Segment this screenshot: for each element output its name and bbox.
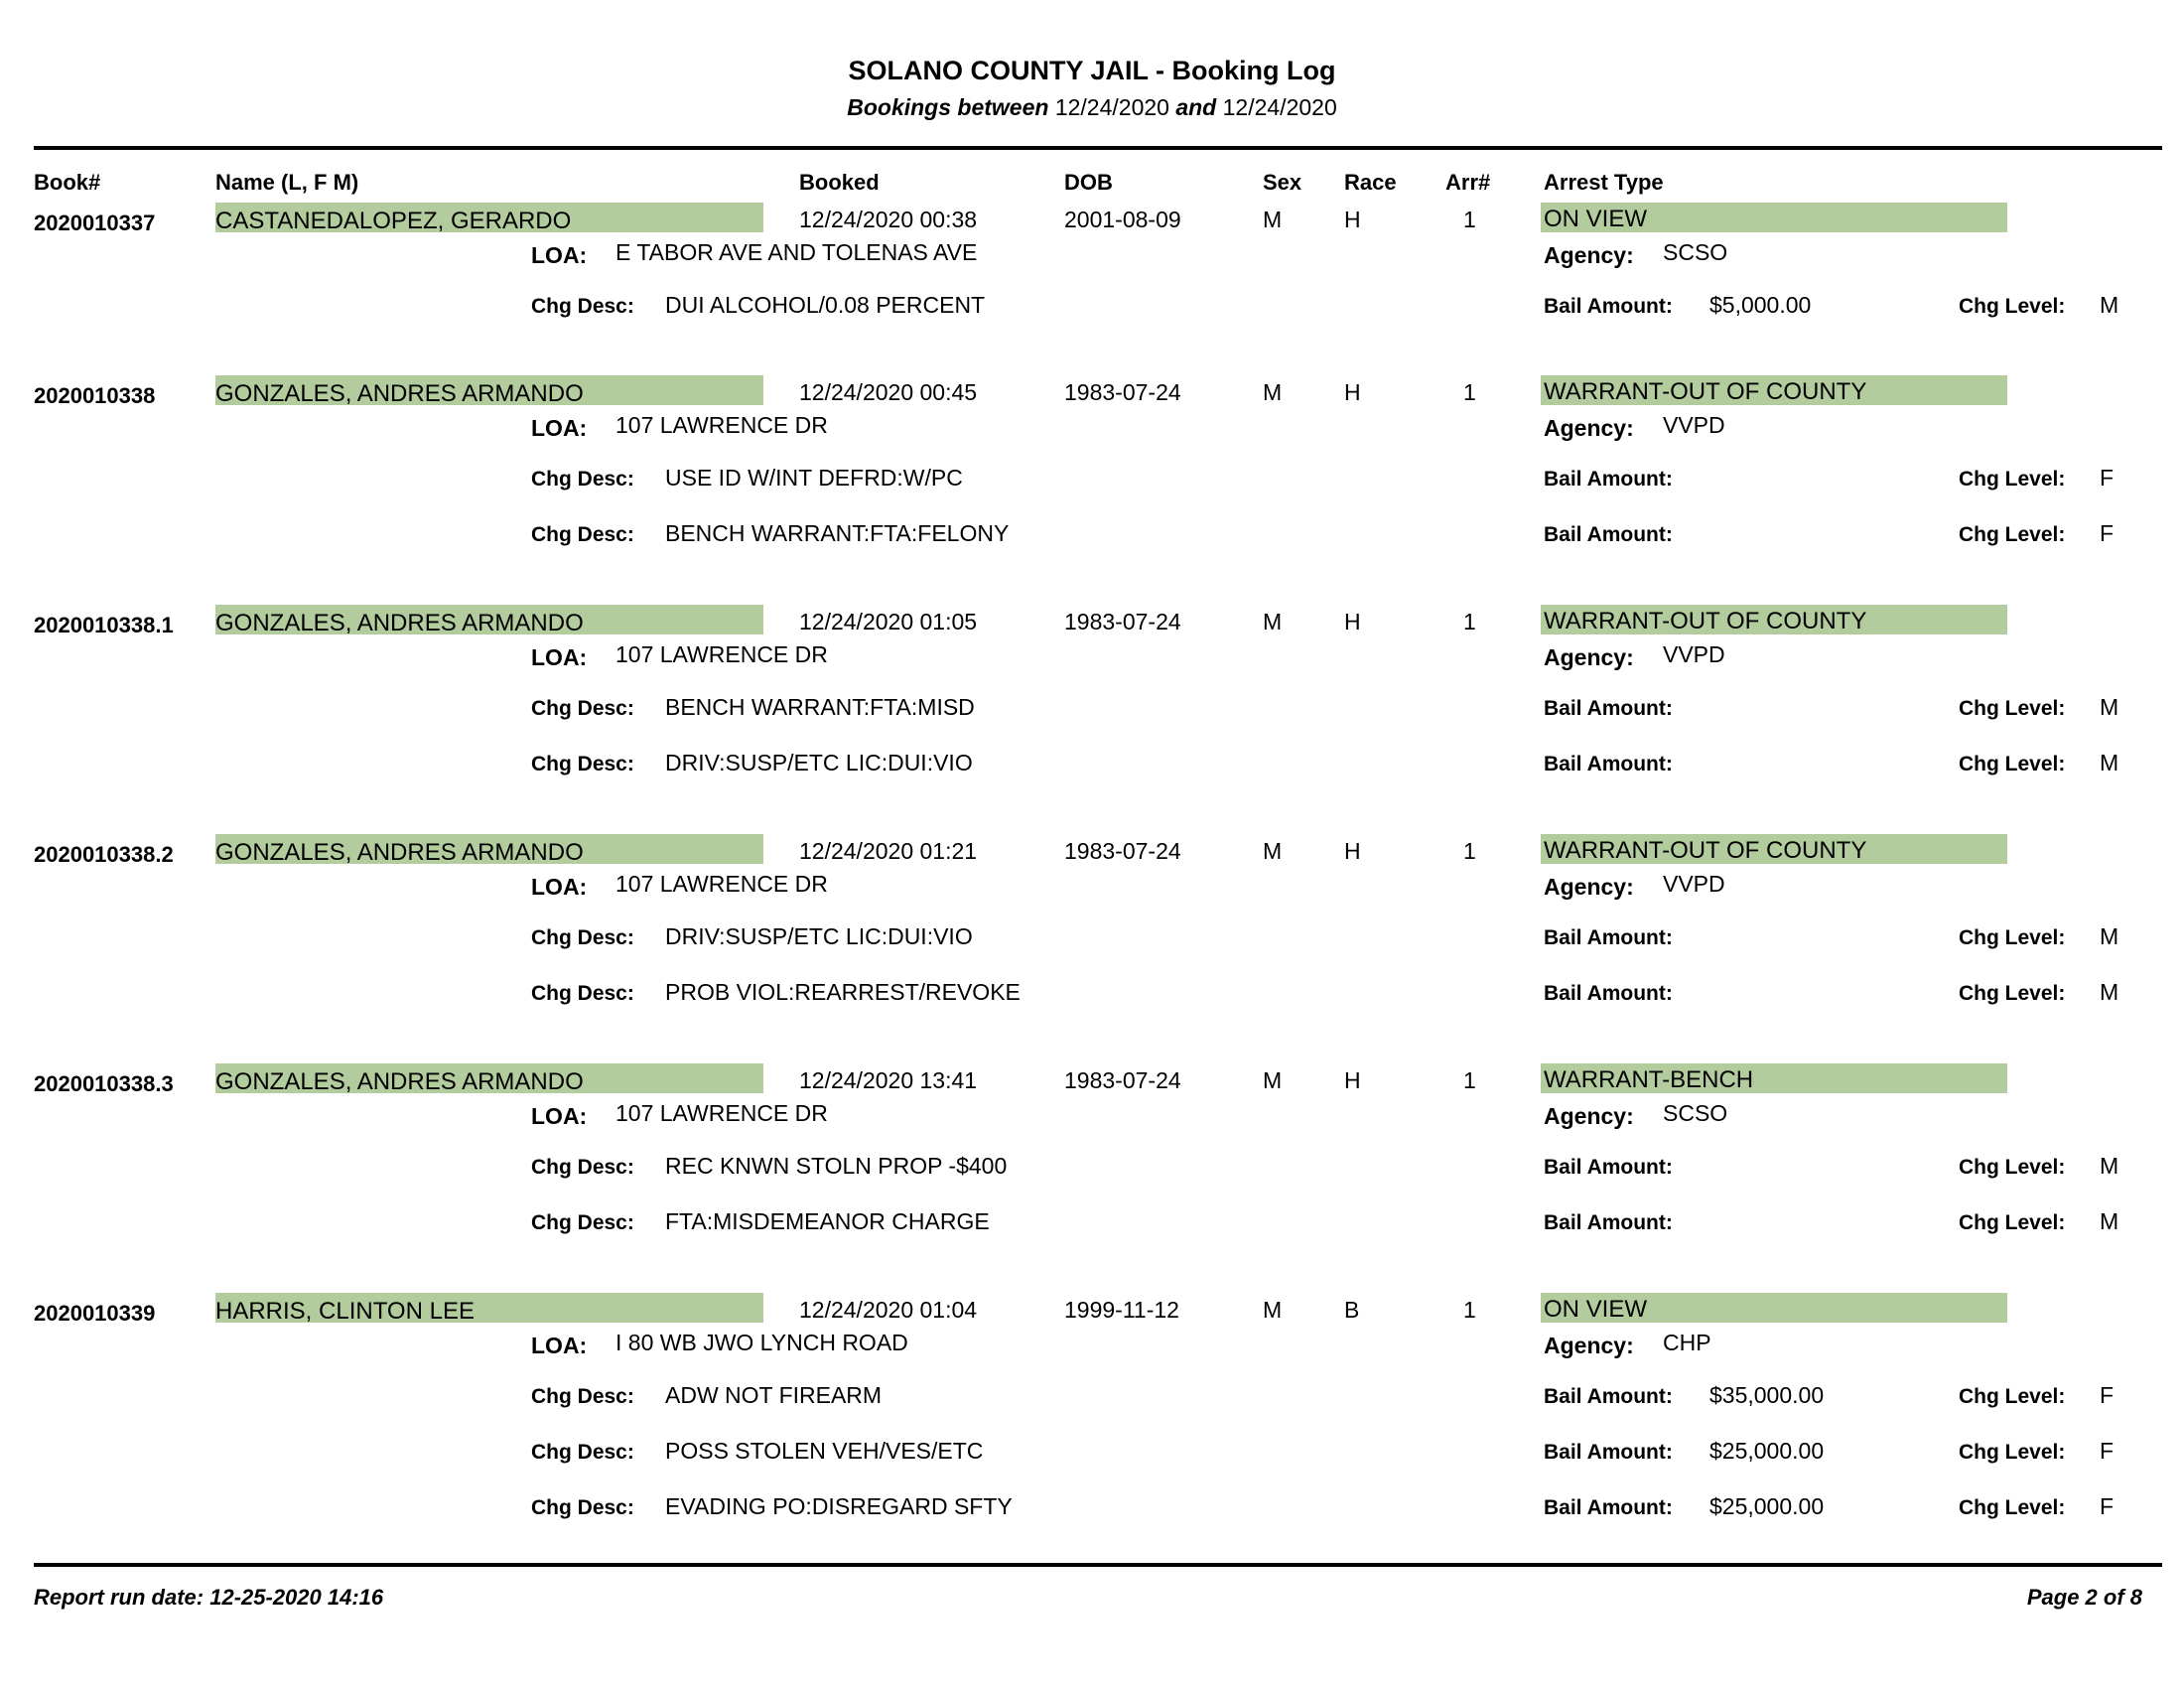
agency-value: SCSO	[1663, 1100, 1728, 1126]
bail-amount-value: $35,000.00	[1709, 1382, 1825, 1408]
chg-level-label: Chg Level:	[1959, 468, 2066, 491]
chg-desc-value: POSS STOLEN VEH/VES/ETC	[665, 1438, 984, 1464]
chg-desc-value: DUI ALCOHOL/0.08 PERCENT	[665, 292, 986, 318]
arrest-number: 1	[1463, 207, 1476, 232]
loa-value: I 80 WB JWO LYNCH ROAD	[615, 1330, 908, 1355]
chg-desc-label: Chg Desc:	[531, 926, 634, 949]
book-number: 2020010338.2	[34, 842, 174, 867]
sex: M	[1263, 1297, 1283, 1323]
chg-level-label: Chg Level:	[1959, 1496, 2066, 1519]
book-number: 2020010338.1	[34, 613, 174, 637]
arrest-number: 1	[1463, 838, 1476, 864]
inmate-name: GONZALES, ANDRES ARMANDO	[215, 610, 584, 636]
inmate-name: GONZALES, ANDRES ARMANDO	[215, 839, 584, 866]
chg-level-label: Chg Level:	[1959, 1211, 2066, 1234]
sex: M	[1263, 838, 1283, 864]
report-run-date: Report run date: 12-25-2020 14:16	[34, 1585, 384, 1610]
chg-desc-value: EVADING PO:DISREGARD SFTY	[665, 1493, 1013, 1519]
booked-datetime: 12/24/2020 01:05	[799, 609, 978, 634]
chg-desc-value: ADW NOT FIREARM	[665, 1382, 883, 1408]
dob: 1983-07-24	[1064, 838, 1181, 864]
bail-amount-label: Bail Amount:	[1544, 1385, 1673, 1408]
chg-desc-label: Chg Desc:	[531, 468, 634, 491]
booking-record	[0, 1063, 2184, 1292]
agency-value: VVPD	[1663, 871, 1725, 897]
loa-value: 107 LAWRENCE DR	[615, 641, 828, 667]
bail-amount-value: $25,000.00	[1709, 1438, 1825, 1464]
bail-amount-value: $25,000.00	[1709, 1493, 1825, 1519]
arrest-number: 1	[1463, 379, 1476, 405]
sex: M	[1263, 1067, 1283, 1093]
arrest-type: WARRANT-OUT OF COUNTY	[1544, 608, 1867, 634]
agency-value: CHP	[1663, 1330, 1711, 1355]
chg-desc-label: Chg Desc:	[531, 753, 634, 775]
loa-label: LOA:	[531, 1333, 588, 1358]
chg-desc-value: BENCH WARRANT:FTA:MISD	[665, 694, 975, 720]
booked-datetime: 12/24/2020 13:41	[799, 1067, 978, 1093]
chg-desc-label: Chg Desc:	[531, 1441, 634, 1464]
chg-desc-label: Chg Desc:	[531, 1496, 634, 1519]
arrest-number: 1	[1463, 1297, 1476, 1323]
book-number: 2020010338.3	[34, 1071, 174, 1096]
loa-value: 107 LAWRENCE DR	[615, 1100, 828, 1126]
chg-desc-value: DRIV:SUSP/ETC LIC:DUI:VIO	[665, 750, 973, 775]
loa-value: 107 LAWRENCE DR	[615, 871, 828, 897]
inmate-name: CASTANEDALOPEZ, GERARDO	[215, 208, 572, 234]
arrest-number: 1	[1463, 1067, 1476, 1093]
arrest-type: ON VIEW	[1544, 206, 1648, 232]
agency-label: Agency:	[1544, 1103, 1634, 1129]
column-header-dob: DOB	[1064, 170, 1113, 195]
inmate-name: HARRIS, CLINTON LEE	[215, 1298, 475, 1325]
sex: M	[1263, 379, 1283, 405]
footer-divider	[34, 1563, 2162, 1567]
agency-value: VVPD	[1663, 412, 1725, 438]
bail-amount-label: Bail Amount:	[1544, 753, 1673, 775]
agency-label: Agency:	[1544, 644, 1634, 670]
column-header-booked: Booked	[799, 170, 880, 195]
race: H	[1344, 838, 1361, 864]
chg-desc-value: REC KNWN STOLN PROP -$400	[665, 1153, 1008, 1179]
bail-amount-label: Bail Amount:	[1544, 295, 1673, 318]
page-indicator: Page 2 of 8	[2026, 1585, 2142, 1610]
loa-value: E TABOR AVE AND TOLENAS AVE	[615, 239, 978, 265]
chg-level-label: Chg Level:	[1959, 697, 2066, 720]
chg-desc-label: Chg Desc:	[531, 295, 634, 318]
chg-level-value: F	[2100, 520, 2115, 546]
agency-value: VVPD	[1663, 641, 1725, 667]
sex: M	[1263, 609, 1283, 634]
booked-datetime: 12/24/2020 01:04	[799, 1297, 978, 1323]
arrest-type: WARRANT-BENCH	[1544, 1066, 1754, 1093]
loa-label: LOA:	[531, 415, 588, 441]
bail-amount-label: Bail Amount:	[1544, 1441, 1673, 1464]
loa-label: LOA:	[531, 1103, 588, 1129]
chg-level-value: F	[2100, 1382, 2115, 1408]
arrest-type: WARRANT-OUT OF COUNTY	[1544, 837, 1867, 864]
chg-level-label: Chg Level:	[1959, 523, 2066, 546]
chg-desc-value: PROB VIOL:REARREST/REVOKE	[665, 979, 1021, 1005]
chg-level-label: Chg Level:	[1959, 1441, 2066, 1464]
book-number: 2020010338	[34, 383, 156, 408]
booked-datetime: 12/24/2020 00:45	[799, 379, 978, 405]
agency-label: Agency:	[1544, 1333, 1634, 1358]
chg-desc-value: FTA:MISDEMEANOR CHARGE	[665, 1208, 990, 1234]
chg-level-label: Chg Level:	[1959, 982, 2066, 1005]
bail-amount-value: $5,000.00	[1709, 292, 1812, 318]
chg-level-label: Chg Level:	[1959, 1156, 2066, 1179]
bail-amount-label: Bail Amount:	[1544, 468, 1673, 491]
bail-amount-label: Bail Amount:	[1544, 697, 1673, 720]
chg-desc-value: BENCH WARRANT:FTA:FELONY	[665, 520, 1010, 546]
chg-level-value: M	[2100, 750, 2119, 775]
column-header-sex: Sex	[1263, 170, 1302, 195]
chg-desc-label: Chg Desc:	[531, 1211, 634, 1234]
race: H	[1344, 1067, 1361, 1093]
arrest-type: ON VIEW	[1544, 1296, 1648, 1323]
chg-level-label: Chg Level:	[1959, 753, 2066, 775]
chg-level-value: M	[2100, 1153, 2119, 1179]
chg-level-label: Chg Level:	[1959, 926, 2066, 949]
chg-level-value: F	[2100, 1493, 2115, 1519]
bail-amount-label: Bail Amount:	[1544, 523, 1673, 546]
column-header-arrest-type: Arrest Type	[1544, 170, 1664, 195]
chg-level-value: M	[2100, 1208, 2119, 1234]
dob: 1983-07-24	[1064, 1067, 1181, 1093]
report-title: SOLANO COUNTY JAIL - Booking Log	[848, 56, 1336, 85]
agency-label: Agency:	[1544, 242, 1634, 268]
chg-level-value: M	[2100, 292, 2119, 318]
subtitle-prefix: Bookings between	[847, 94, 1049, 120]
race: B	[1344, 1297, 1360, 1323]
agency-value: SCSO	[1663, 239, 1728, 265]
booking-record	[0, 375, 2184, 604]
inmate-name: GONZALES, ANDRES ARMANDO	[215, 380, 584, 407]
date-from: 12/24/2020	[1054, 94, 1169, 120]
dob: 1983-07-24	[1064, 609, 1181, 634]
dob: 1983-07-24	[1064, 379, 1181, 405]
booked-datetime: 12/24/2020 00:38	[799, 207, 978, 232]
column-header-name: Name (L, F M)	[215, 170, 359, 195]
chg-desc-value: DRIV:SUSP/ETC LIC:DUI:VIO	[665, 923, 973, 949]
loa-label: LOA:	[531, 242, 588, 268]
loa-label: LOA:	[531, 874, 588, 900]
chg-desc-label: Chg Desc:	[531, 982, 634, 1005]
arrest-number: 1	[1463, 609, 1476, 634]
date-to: 12/24/2020	[1222, 94, 1337, 120]
chg-level-value: F	[2100, 1438, 2115, 1464]
subtitle-and: and	[1175, 94, 1217, 120]
dob: 2001-08-09	[1064, 207, 1181, 232]
booking-record	[0, 605, 2184, 833]
agency-label: Agency:	[1544, 874, 1634, 900]
loa-value: 107 LAWRENCE DR	[615, 412, 828, 438]
bail-amount-label: Bail Amount:	[1544, 1211, 1673, 1234]
booking-record	[0, 834, 2184, 1062]
agency-label: Agency:	[1544, 415, 1634, 441]
arrest-type: WARRANT-OUT OF COUNTY	[1544, 378, 1867, 405]
chg-desc-label: Chg Desc:	[531, 1156, 634, 1179]
chg-desc-label: Chg Desc:	[531, 697, 634, 720]
bail-amount-label: Bail Amount:	[1544, 1156, 1673, 1179]
race: H	[1344, 609, 1361, 634]
chg-level-value: M	[2100, 923, 2119, 949]
column-header-book: Book#	[34, 170, 101, 195]
loa-label: LOA:	[531, 644, 588, 670]
chg-level-label: Chg Level:	[1959, 295, 2066, 318]
chg-desc-value: USE ID W/INT DEFRD:W/PC	[665, 465, 963, 491]
dob: 1999-11-12	[1064, 1297, 1179, 1323]
column-header-arr: Arr#	[1445, 170, 1491, 195]
book-number: 2020010339	[34, 1301, 156, 1326]
chg-level-value: M	[2100, 979, 2119, 1005]
race: H	[1344, 379, 1361, 405]
booked-datetime: 12/24/2020 01:21	[799, 838, 978, 864]
chg-desc-label: Chg Desc:	[531, 1385, 634, 1408]
column-header-race: Race	[1344, 170, 1397, 195]
inmate-name: GONZALES, ANDRES ARMANDO	[215, 1068, 584, 1095]
bail-amount-label: Bail Amount:	[1544, 926, 1673, 949]
chg-level-value: F	[2100, 465, 2115, 491]
book-number: 2020010337	[34, 211, 156, 235]
sex: M	[1263, 207, 1283, 232]
race: H	[1344, 207, 1361, 232]
bail-amount-label: Bail Amount:	[1544, 1496, 1673, 1519]
bail-amount-label: Bail Amount:	[1544, 982, 1673, 1005]
booking-record	[0, 1293, 2184, 1561]
chg-level-label: Chg Level:	[1959, 1385, 2066, 1408]
chg-desc-label: Chg Desc:	[531, 523, 634, 546]
chg-level-value: M	[2100, 694, 2119, 720]
